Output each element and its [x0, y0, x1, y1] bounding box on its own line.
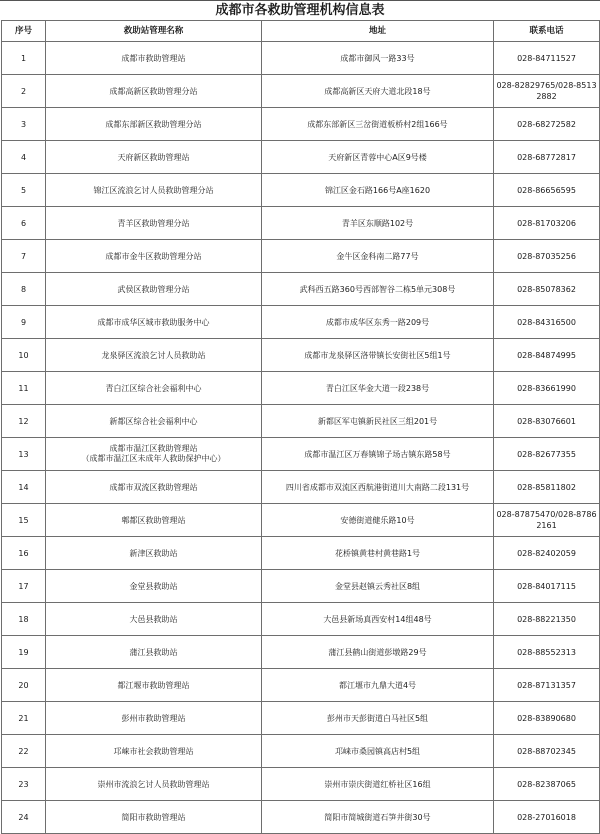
- cell-phone: 028-84711527: [494, 42, 600, 75]
- cell-number: 1: [2, 42, 46, 75]
- cell-number: 24: [2, 801, 46, 834]
- cell-number: 19: [2, 636, 46, 669]
- table-row: [2, 174, 600, 207]
- cell-phone: 028-68272582: [494, 108, 600, 141]
- cell-station-name: 成都东部新区救助管理分站: [46, 108, 262, 141]
- cell-address: 四川省成都市双流区西航港街道川大南路二段131号: [262, 471, 494, 504]
- cell-address: 崇州市崇庆街道红桥社区16组: [262, 768, 494, 801]
- table-row: [2, 471, 600, 504]
- cell-phone: 028-88221350: [494, 603, 600, 636]
- cell-station-name: 锦江区流浪乞讨人员救助管理分站: [46, 174, 262, 207]
- cell-phone: 028-85811802: [494, 471, 600, 504]
- cell-address: 简阳市简城街道石笋井街30号: [262, 801, 494, 834]
- table-row: [2, 735, 600, 768]
- table-row: [2, 438, 600, 471]
- table-row: [2, 75, 600, 108]
- table-row: [2, 339, 600, 372]
- cell-address: 彭州市天彭街道白马社区5组: [262, 702, 494, 735]
- cell-number: 6: [2, 207, 46, 240]
- table-row: [2, 702, 600, 735]
- cell-address: 天府新区青蓉中心A区9号楼: [262, 141, 494, 174]
- cell-address: 成都高新区天府大道北段18号: [262, 75, 494, 108]
- cell-station-name: 成都市成华区城市救助服务中心: [46, 306, 262, 339]
- cell-address: 都江堰市九鼎大道4号: [262, 669, 494, 702]
- table-row: [2, 570, 600, 603]
- cell-address: 成都市御风一路33号: [262, 42, 494, 75]
- table-row: [2, 240, 600, 273]
- cell-number: 23: [2, 768, 46, 801]
- cell-address: 青羊区东顺路102号: [262, 207, 494, 240]
- cell-phone: 028-68772817: [494, 141, 600, 174]
- table-row: [2, 636, 600, 669]
- cell-station-name: 金堂县救助站: [46, 570, 262, 603]
- cell-number: 4: [2, 141, 46, 174]
- table-row: [2, 603, 600, 636]
- cell-address: 锦江区金石路166号A座1620: [262, 174, 494, 207]
- table-row: [2, 306, 600, 339]
- cell-address: 花桥镇黄巷村黄巷路1号: [262, 537, 494, 570]
- cell-station-name: 郫都区救助管理站: [46, 504, 262, 537]
- cell-phone: 028-82402059: [494, 537, 600, 570]
- cell-station-name: 天府新区救助管理站: [46, 141, 262, 174]
- cell-station-name: 蒲江县救助站: [46, 636, 262, 669]
- cell-address: 成都市温江区万春镇锦子场古镇东路58号: [262, 438, 494, 471]
- cell-station-name: 成都市救助管理站: [46, 42, 262, 75]
- cell-station-name: [46, 438, 262, 471]
- cell-station-name: 崇州市流浪乞讨人员救助管理站: [46, 768, 262, 801]
- header-phone: 联系电话: [494, 21, 600, 42]
- table-row: [2, 669, 600, 702]
- rescue-stations-table: [1, 20, 600, 834]
- cell-phone: 028-84017115: [494, 570, 600, 603]
- cell-number: 16: [2, 537, 46, 570]
- cell-station-name: 成都市金牛区救助管理分站: [46, 240, 262, 273]
- cell-address: 大邑县新场真西安村14组48号: [262, 603, 494, 636]
- cell-number: 21: [2, 702, 46, 735]
- header-row: [2, 21, 600, 42]
- cell-phone: 028-84316500: [494, 306, 600, 339]
- cell-station-name: 大邑县救助站: [46, 603, 262, 636]
- cell-address: 新都区军屯镇新民社区三组201号: [262, 405, 494, 438]
- cell-address: 安德街道健乐路10号: [262, 504, 494, 537]
- page-title: 成都市各救助管理机构信息表: [0, 0, 600, 20]
- station-name-subline: （成都市温江区未成年人救助保护中心）: [81, 454, 226, 463]
- cell-address: 蒲江县鹤山街道彭墩路29号: [262, 636, 494, 669]
- cell-station-name: 成都高新区救助管理分站: [46, 75, 262, 108]
- cell-address: 金牛区金科南二路77号: [262, 240, 494, 273]
- cell-phone: 028-27016018: [494, 801, 600, 834]
- table-row: [2, 372, 600, 405]
- cell-station-name: 龙泉驿区流浪乞讨人员救助站: [46, 339, 262, 372]
- cell-station-name: 新津区救助站: [46, 537, 262, 570]
- cell-phone: 028-82677355: [494, 438, 600, 471]
- station-name-line: 成都市温江区救助管理站: [109, 444, 198, 453]
- cell-number: 2: [2, 75, 46, 108]
- cell-station-name: 彭州市救助管理站: [46, 702, 262, 735]
- cell-number: 15: [2, 504, 46, 537]
- table-row: [2, 141, 600, 174]
- cell-station-name: 都江堰市救助管理站: [46, 669, 262, 702]
- cell-phone: 028-85078362: [494, 273, 600, 306]
- cell-station-name: 成都市双流区救助管理站: [46, 471, 262, 504]
- cell-phone: 028-83076601: [494, 405, 600, 438]
- table-row: [2, 108, 600, 141]
- cell-number: 9: [2, 306, 46, 339]
- cell-phone: 028-82829765/028-85132882: [494, 75, 600, 108]
- cell-address: 成都市成华区东秀一路209号: [262, 306, 494, 339]
- cell-phone: 028-83661990: [494, 372, 600, 405]
- cell-phone: 028-82387065: [494, 768, 600, 801]
- cell-station-name: 青羊区救助管理分站: [46, 207, 262, 240]
- cell-number: 17: [2, 570, 46, 603]
- cell-station-name: 青白江区综合社会福利中心: [46, 372, 262, 405]
- cell-number: 10: [2, 339, 46, 372]
- cell-number: 18: [2, 603, 46, 636]
- cell-number: 11: [2, 372, 46, 405]
- table-row: [2, 207, 600, 240]
- table-row: [2, 273, 600, 306]
- cell-address: 成都东部新区三岔街道板桥村2组166号: [262, 108, 494, 141]
- cell-phone: 028-87131357: [494, 669, 600, 702]
- cell-number: 3: [2, 108, 46, 141]
- cell-phone: 028-84874995: [494, 339, 600, 372]
- cell-number: 5: [2, 174, 46, 207]
- cell-number: 22: [2, 735, 46, 768]
- cell-phone: 028-81703206: [494, 207, 600, 240]
- cell-number: 14: [2, 471, 46, 504]
- cell-number: 7: [2, 240, 46, 273]
- cell-number: 12: [2, 405, 46, 438]
- table-row: [2, 504, 600, 537]
- cell-address: 青白江区华金大道一段238号: [262, 372, 494, 405]
- header-number: 序号: [2, 21, 46, 42]
- cell-phone: 028-88702345: [494, 735, 600, 768]
- header-address: 地址: [262, 21, 494, 42]
- table-body: [2, 42, 600, 834]
- table-row: [2, 801, 600, 834]
- table-row: [2, 768, 600, 801]
- cell-number: 8: [2, 273, 46, 306]
- cell-number: 20: [2, 669, 46, 702]
- table-row: [2, 42, 600, 75]
- table-row: [2, 537, 600, 570]
- cell-station-name: 简阳市救助管理站: [46, 801, 262, 834]
- cell-phone: 028-83890680: [494, 702, 600, 735]
- cell-address: 金堂县赵镇云秀社区8组: [262, 570, 494, 603]
- table-row: [2, 405, 600, 438]
- cell-number: 13: [2, 438, 46, 471]
- cell-phone: 028-87035256: [494, 240, 600, 273]
- cell-station-name: 邛崃市社会救助管理站: [46, 735, 262, 768]
- cell-address: 成都市龙泉驿区洛带镇长安街社区5组1号: [262, 339, 494, 372]
- cell-phone: 028-88552313: [494, 636, 600, 669]
- cell-phone: 028-87875470/028-87862161: [494, 504, 600, 537]
- cell-address: 武科西五路360号西部智谷二栋5单元308号: [262, 273, 494, 306]
- cell-phone: 028-86656595: [494, 174, 600, 207]
- cell-station-name: 新都区综合社会福利中心: [46, 405, 262, 438]
- cell-address: 邛崃市桑园镇高店村5组: [262, 735, 494, 768]
- header-station-name: 救助站管理名称: [46, 21, 262, 42]
- cell-station-name: 武侯区救助管理分站: [46, 273, 262, 306]
